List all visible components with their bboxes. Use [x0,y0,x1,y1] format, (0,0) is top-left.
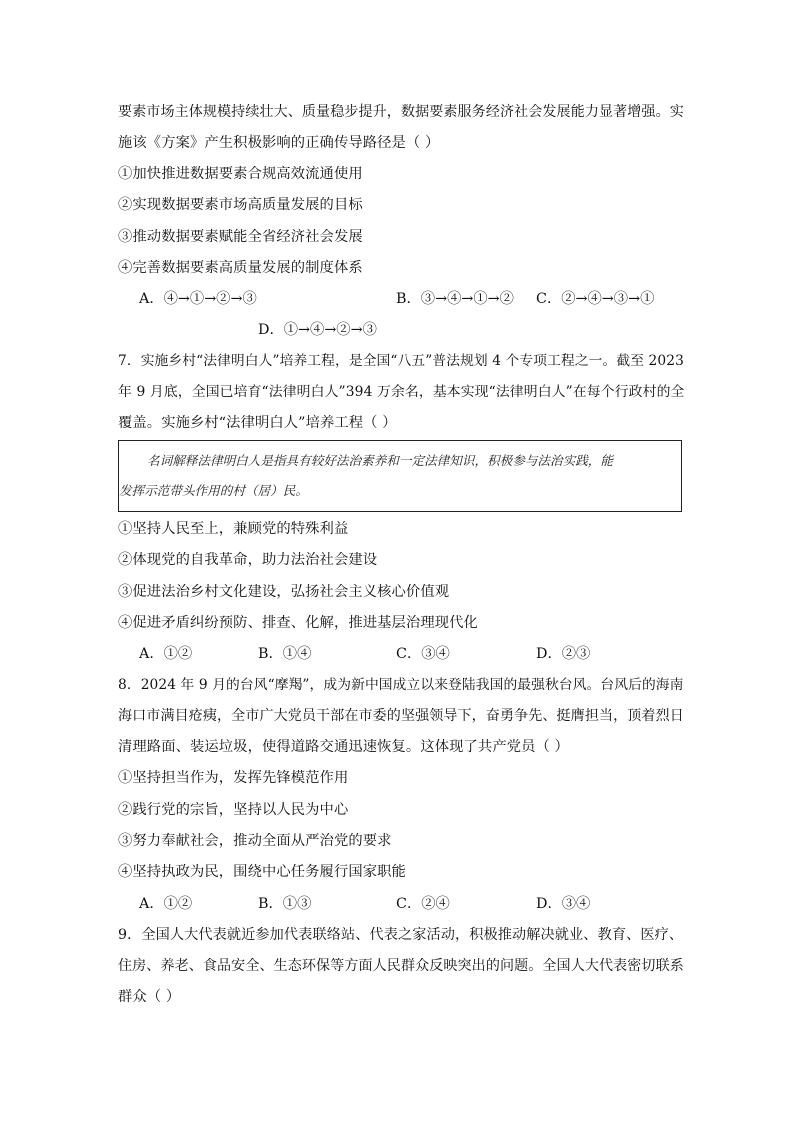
q8-option-d: D．③④ [536,896,591,912]
q7-definition-box [118,440,682,512]
q7-stem-line: 覆盖。实施乡村“法律明白人”培养工程（ ） [118,415,397,431]
q7-option-d: D．②③ [536,646,591,662]
q7-option-b: B．①④ [258,646,312,662]
q8-stem-line: 清理路面、装运垃圾，使得道路交通迅速恢复。这体现了共产党员（ ） [118,739,569,755]
q7-stem-line: 7．实施乡村“法律明白人”培养工程，是全国“八五”普法规划 4 个专项工程之一。截至 2023 [118,353,684,369]
q6-item-4: ④完善数据要素高质量发展的制度体系 [118,260,363,276]
q6-option-b: B．③→④→①→② [396,291,514,307]
q8-item-4: ④坚持执政为民，围绕中心任务履行国家职能 [118,864,406,880]
q6-option-c: C．②→④→③→① [536,291,655,307]
q8-option-c: C．②④ [396,896,450,912]
q8-option-b: B．①③ [258,896,312,912]
q8-stem-line: 8．2024 年 9 月的台风“摩羯”，成为新中国成立以来登陆我国的最强秋台风。台风后的海南 [118,677,684,693]
q7-item-2: ②体现党的自我革命，助力法治社会建设 [118,552,378,568]
q7-item-4: ④促进矛盾纠纷预防、排查、化解，推进基层治理现代化 [118,615,478,631]
q7-definition-line: 名词解释法律明白人是指具有较好法治素养和一定法律知识，积极参与法治实践，能 [147,453,613,468]
q6-stem-line: 要素市场主体规模持续壮大、质量稳步提升，数据要素服务经济社会发展能力显著增强。实 [118,104,684,120]
q7-option-a: A．①② [139,646,193,662]
q9-stem-line: 住房、养老、食品安全、生态环保等方面人民群众反映突出的问题。全国人大代表密切联系 [118,958,684,974]
q8-option-a: A．①② [139,896,193,912]
q6-option-d: D．①→④→②→③ [258,322,377,338]
q9-stem-line: 9．全国人大代表就近参加代表联络站、代表之家活动，积极推动解决就业、教育、医疗、 [118,927,684,943]
q7-stem-line: 年 9 月底，全国已培育“法律明白人”394 万余名，基本实现“法律明白人”在每个行政村的全 [118,384,685,400]
q8-item-1: ①坚持担当作为，发挥先锋模范作用 [118,770,349,786]
q9-stem-line: 群众（ ） [118,989,181,1005]
q8-stem-line: 海口市满目疮痍，全市广大党员干部在市委的坚强领导下，奋勇争先、挺膺担当，顶着烈日 [118,708,684,724]
q6-item-1: ①加快推进数据要素合规高效流通使用 [118,166,363,182]
q8-item-2: ②践行党的宗旨，坚持以人民为中心 [118,802,349,818]
q7-item-3: ③促进法治乡村文化建设，弘扬社会主义核心价值观 [118,584,450,600]
q7-item-1: ①坚持人民至上，兼顾党的特殊利益 [118,521,349,537]
q6-option-a: A．④→①→②→③ [139,291,257,307]
q6-item-3: ③推动数据要素赋能全省经济社会发展 [118,229,363,245]
q7-definition-line: 发挥示范带头作用的村（居）民。 [119,483,308,498]
q6-stem-line: 施该《方案》产生积极影响的正确传导路径是（ ） [118,135,440,151]
q8-item-3: ③努力奉献社会，推动全面从严治党的要求 [118,833,392,849]
q6-item-2: ②实现数据要素市场高质量发展的目标 [118,197,363,213]
q7-option-c: C．③④ [396,646,450,662]
